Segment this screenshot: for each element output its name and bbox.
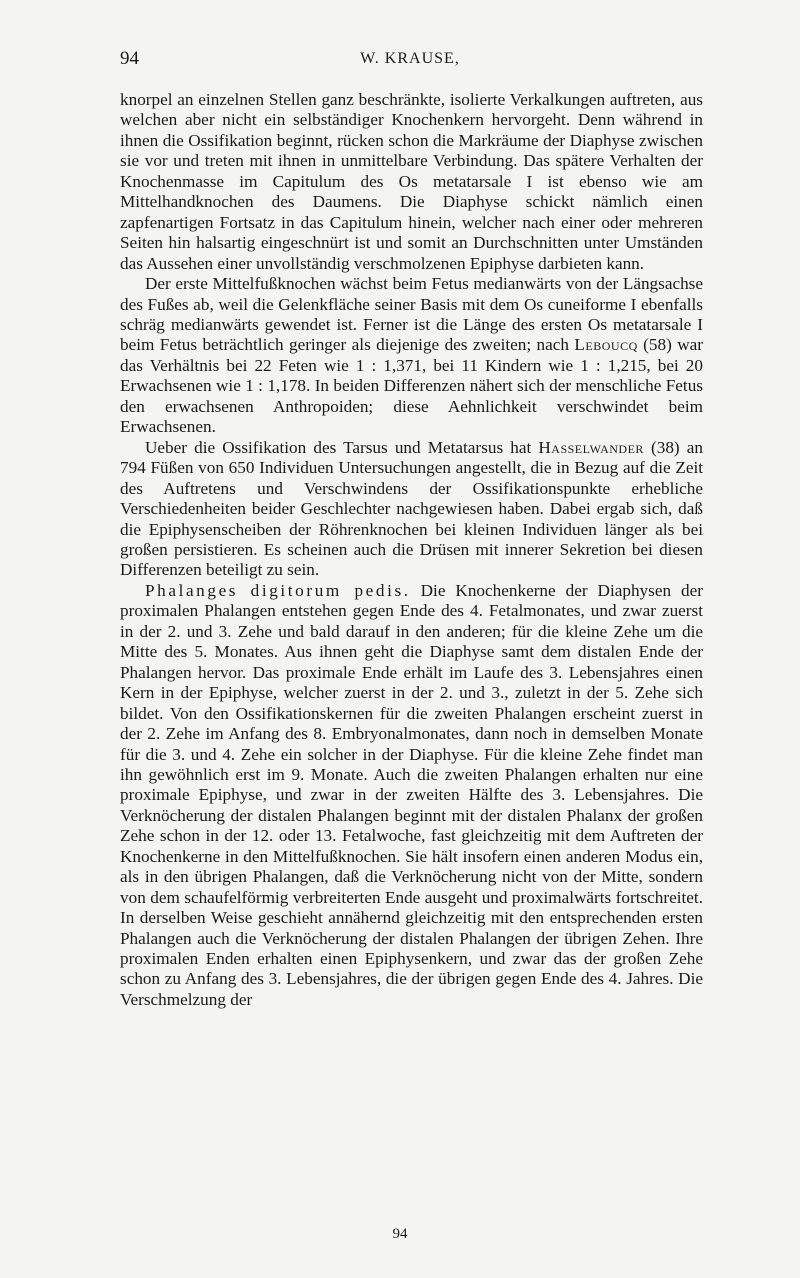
paragraph-4-text: Die Knochenkerne der Diaphysen der proximalen Phalangen entstehen gegen Ende des 4. Fetalmonates, und zwar zuerst in der 2. und 3. Zehe und bald darauf in den anderen; für die kleine Zehe um die Mitte des 5. Monates. Aus ihnen geht die Diaphyse samt dem distalen Ende der Phalangen hervor. Das proximale Ende erhält im Laufe des 3. Lebensjahres einen Kern in der Epiphyse, welcher zuerst in der 2. und 3., zuletzt in der 5. Zehe sich bildet. Von den Ossifikationskernen für die zweiten Phalangen erscheint zuerst in der 2. Zehe im Anfang des 8. Embryonalmonates, dann noch in demselben Monate für die 3. und 4. Zehe ein solcher in der Diaphyse. Für die kleine Zehe findet man ihn gewöhnlich erst im 9. Monate. Auch die zweiten Phalangen erhalten nur eine proximale Epiphyse, und zwar in der zweiten Hälfte des 3. Lebensjahres. Die Verknöcherung der distalen Phalangen beginnt mit der distalen Phalanx der großen Zehe schon in der 12. oder 13. Fetalwoche, fast gleichzeitig mit dem Auftreten der Knochenkerne in den Mittelfußknochen. Sie hält insofern einen anderen Modus ein, als in den übrigen Phalangen, daß die Verknöcherung nicht von der Mitte, sondern von dem schaufelförmig verbreiterten Ende ausgeht und proximalwärts fortschreitet. In derselben Weise geschieht annähernd gleichzeitig mit den entsprechenden ersten Phalangen auch die Verknöcherung der distalen Phalangen der übrigen Zehen. Ihre proximalen Enden erhalten einen Epiphysenkern, und zwar das der großen Zehe schon zu Anfang des 3. Lebensjahres, die der übrigen gegen Ende des 4. Jahres. Die Verschmelzung der (120, 580, 703, 1009)
paragraph-3 (120, 438, 703, 581)
paragraph-2-text-start: Der erste Mittelfußknochen wächst beim Fetus medianwärts von der Längsachse des Fußes ab, weil die Gelenkfläche seiner Basis mit dem Os cuneiforme I ebenfalls schräg medianwärts gewendet ist. Ferner ist die Länge des ersten Os metatarsale I beim Fetus beträchtlich geringer als diejenige des zweiten; nach (120, 274, 703, 355)
page-number-top: 94 (120, 48, 139, 69)
author-citation-leboucq: Leboucq (574, 335, 638, 355)
paragraph-3-text-start: Ueber die Ossifikation des Tarsus und Metatarsus hat (145, 437, 539, 457)
author-citation-hasselwander: Hasselwander (538, 437, 644, 457)
section-heading-phalanges: Phalanges digitorum pedis. (145, 580, 411, 600)
paragraph-1-text: knorpel an einzelnen Stellen ganz beschränkte, isolierte Verkalkungen auftreten, aus welchen aber nicht ein selbständiger Knochenkern hervorgeht. Denn während in ihnen die Ossifikation beginnt, rücken schon die Markräume der Diaphyse zwischen sie vor und treten mit ihnen in unmittelbare Verbindung. Das spätere Verhalten der Knochenmasse im Capitulum des Os metatarsale I ist ebenso wie am Mittelhandknochen des Daumens. Die Diaphyse schickt nämlich einen zapfenartigen Fortsatz in das Capitulum hinein, welcher nach einer oder mehreren Seiten hin halsartig eingeschnürt ist und somit an Durchschnitten unter Umständen das Aussehen einer unvollständig verschmolzenen Epiphyse darbieten kann. (120, 90, 703, 273)
running-head: W. KRAUSE, (360, 50, 460, 67)
paragraph-2-text-end: (58) war das Verhältnis bei 22 Feten wie 1 : 1,371, bei 11 Kindern wie 1 : 1,215, bei 20 Erwachsenen wie 1 : 1,178. In beiden Differenzen nähert sich der menschliche Fetus den erwachsenen Anthropoiden; diese Aehnlichkeit verschwindet beim Erwachsenen. (120, 335, 704, 437)
page-header (120, 48, 700, 78)
body-text (120, 90, 703, 1010)
paragraph-1 (120, 90, 703, 274)
paragraph-2 (120, 274, 703, 438)
page-number-bottom: 94 (392, 1226, 408, 1242)
page-footer (0, 1226, 800, 1243)
paragraph-3-text-end: (38) an 794 Füßen von 650 Individuen Untersuchungen angestellt, die in Bezug auf die Zeit des Auftretens und Verschwindens der Ossifikationspunkte erhebliche Verschiedenheiten beider Geschlechter nachgewiesen haben. Dabei ergab sich, daß die Epiphysenscheiben der Röhrenknochen bei kleinen Individuen länger als bei großen persistieren. Es scheinen auch die Drüsen mit innerer Sekretion bei diesen Differenzen beteiligt zu sein. (120, 437, 703, 580)
paragraph-4 (120, 581, 703, 1011)
